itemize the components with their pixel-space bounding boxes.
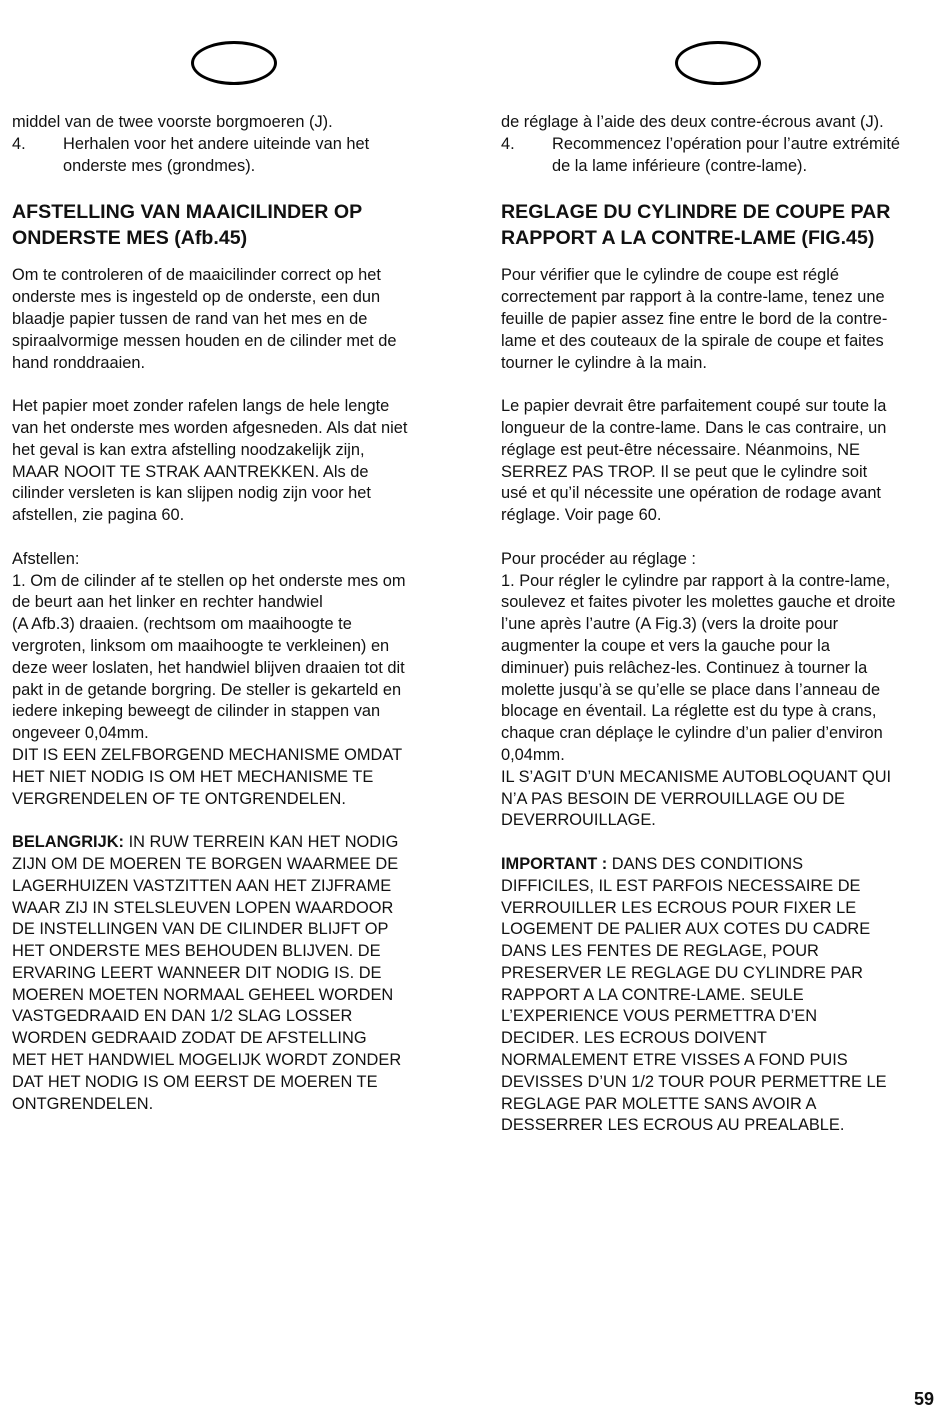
para3-line: molette jusqu’à se qu’elle se place dans l’anneau de: [501, 680, 881, 699]
para2-line: Het papier moet zonder rafelen langs de hele lengte: [12, 397, 390, 416]
para2-line: réglage. Voir page 60.: [501, 506, 662, 525]
dutch-column: [12, 112, 452, 1115]
important_rest-line: WORDEN GEDRAAID ZODAT DE AFSTELLING: [12, 1029, 367, 1048]
para3-line: vergroten, linksom om maaihoogte te verkleinen) en: [12, 636, 390, 655]
important-text: IN RUW TERREIN KAN HET NODIG: [124, 833, 399, 852]
spacer: [501, 527, 946, 549]
para1-line: hand ronddraaien.: [12, 353, 146, 372]
para1-line: Pour vérifier que le cylindre de coupe est réglé: [501, 266, 840, 285]
important_rest-line: REGLAGE PAR MOLETTE SANS AVOIR A: [501, 1094, 817, 1113]
important_rest-line: ERVARING LEERT WANNEER DIT NODIG IS. DE: [12, 963, 382, 982]
important_rest-line: VERROUILLER LES ECROUS POUR FIXER LE: [501, 898, 857, 917]
step-text: Herhalen voor het andere uiteinde van het: [63, 134, 370, 153]
para2-line: MAAR NOOIT TE STRAK AANTREKKEN. Als de: [12, 462, 369, 481]
spacer: [12, 527, 452, 549]
para3-line: deze weer loslaten, het handwiel blijven draaien tot dit: [12, 658, 405, 677]
heading-line: REGLAGE DU CYLINDRE DE COUPE PAR: [501, 201, 891, 224]
para2-line: cilinder versleten is kan slijpen nodig zijn voor het: [12, 484, 371, 503]
spacer: [501, 374, 946, 396]
important_rest-line: RAPPORT A LA CONTRE-LAME. SEULE: [501, 985, 804, 1004]
para3-line: diminuer) puis relâchez-les. Continuez à tourner la: [501, 658, 868, 677]
important_rest-line: DANS LES FENTES DE REGLAGE, POUR: [501, 942, 819, 961]
para3-line: augmenter la coupe et vers la gauche pour la: [501, 636, 830, 655]
para2-line: van het onderste mes worden afgesneden. Als dat niet: [12, 418, 408, 437]
language-badge-oval-left: [191, 41, 277, 85]
para1-line: feuille de papier assez fine entre le bord de la contre-: [501, 309, 888, 328]
important_rest-line: DIFFICILES, IL EST PARFOIS NECESSAIRE DE: [501, 876, 861, 895]
para1-line: spiraalvormige messen houden en de cilinder met de: [12, 331, 397, 350]
intro-line: middel van de twee voorste borgmoeren (J).: [12, 113, 333, 131]
section-heading: [501, 199, 946, 251]
section-heading: [12, 199, 452, 251]
important_rest-line: ZIJN OM DE MOEREN TE BORGEN WAARMEE DE: [12, 854, 399, 873]
spacer: [501, 832, 946, 854]
para3-line: pakt in de getande borgring. De steller is gekarteld en: [12, 680, 402, 699]
para1-line: tourner le cylindre à la main.: [501, 353, 707, 372]
intro-line: de réglage à l’aide des deux contre-écrous avant (J).: [501, 113, 884, 131]
step-text: Recommencez l’opération pour l’autre extrémité: [552, 134, 901, 153]
important_rest-line: HET ONDERSTE MES BEHOUDEN BLIJVEN. DE: [12, 942, 381, 961]
para3-line: IL S’AGIT D’UN MECANISME AUTOBLOQUANT QUI: [501, 767, 892, 786]
spacer: [12, 810, 452, 832]
para2-line: usé et qu’il nécessite une opération de rodage avant: [501, 484, 881, 503]
para3-line: blocage en éventail. La réglette est du type à crans,: [501, 702, 877, 721]
para3-line: DEVERROUILLAGE.: [501, 811, 656, 830]
spacer: [501, 251, 946, 265]
para3-line: HET NIET NODIG IS OM HET MECHANISME TE: [12, 767, 374, 786]
para3-line: l’une après l’autre (A Fig.3) (vers la droite pour: [501, 615, 839, 634]
step-number: 4.: [12, 134, 26, 153]
language-badge-oval-right: [675, 41, 761, 85]
para2-line: réglage est peut-être nécessaire. Néanmoins, NE: [501, 440, 860, 459]
para3-line: Afstellen:: [12, 549, 80, 568]
para3-line: VERGRENDELEN OF TE ONTGRENDELEN.: [12, 789, 346, 808]
para2-line: SERREZ PAS TROP. Il se peut que le cylindre soit: [501, 462, 868, 481]
para1-line: blaadje papier tussen de rand van het mes en de: [12, 309, 368, 328]
spacer: [12, 177, 452, 199]
important_rest-line: MET HET HANDWIEL MOGELIJK WORDT ZONDER: [12, 1051, 402, 1070]
para2-line: Le papier devrait être parfaitement coupé sur toute la: [501, 397, 887, 416]
important_rest-line: DEVISSES D’UN 1/2 TOUR POUR PERMETTRE LE: [501, 1072, 887, 1091]
important_rest-line: NORMALEMENT ETRE VISSES A FOND PUIS: [501, 1051, 848, 1070]
important_rest-line: LAGERHUIZEN VASTZITTEN AAN HET ZIJFRAME: [12, 876, 392, 895]
important_rest-line: MOEREN MOETEN NORMAAL GEHEEL WORDEN: [12, 985, 394, 1004]
para3-line: N’A PAS BESOIN DE VERROUILLAGE OU DE: [501, 789, 845, 808]
para1-line: lame et des couteaux de la spirale de coupe et faites: [501, 331, 884, 350]
important_rest-line: WAAR ZIJ IN STELSLEUVEN LOPEN WAARDOOR: [12, 898, 394, 917]
para2-line: afstellen, zie pagina 60.: [12, 506, 185, 525]
para3-line: Pour procéder au réglage :: [501, 549, 696, 568]
para2-line: het geval is kan extra afstelling noodzakelijk zijn,: [12, 440, 365, 459]
para3-line: 1. Om de cilinder af te stellen op het onderste mes om: [12, 571, 406, 590]
para1-line: onderste mes is ingesteld op de onderste, een dun: [12, 288, 381, 307]
important_rest-line: VASTGEDRAAID EN DAN 1/2 SLAG LOSSER: [12, 1007, 353, 1026]
step-text-continued: onderste mes (grondmes).: [63, 156, 256, 175]
heading-line: AFSTELLING VAN MAAICILINDER OP: [12, 201, 363, 224]
step-text-continued: de la lame inférieure (contre-lame).: [552, 156, 808, 175]
para3-line: chaque cran déplaçe le cylindre d’un palier d’environ: [501, 724, 883, 743]
para1-line: Om te controleren of de maaicilinder correct op het: [12, 266, 381, 285]
para3-line: 1. Pour régler le cylindre par rapport à la contre-lame,: [501, 571, 891, 590]
important_rest-line: DESSERRER LES ECROUS AU PREALABLE.: [501, 1116, 845, 1135]
para3-line: soulevez et faites pivoter les molettes gauche et droite: [501, 593, 896, 612]
para3-line: 0,04mm.: [501, 745, 565, 764]
spacer: [12, 374, 452, 396]
heading-line: ONDERSTE MES (Afb.45): [12, 227, 248, 250]
para3-line: ongeveer 0,04mm.: [12, 724, 149, 743]
step-number: 4.: [501, 134, 515, 153]
important_rest-line: LOGEMENT DE PALIER AUX COTES DU CADRE: [501, 920, 871, 939]
para1-line: correctement par rapport à la contre-lame, tenez une: [501, 288, 885, 307]
spacer: [12, 251, 452, 265]
important_rest-line: DAT HET NODIG IS OM EERST DE MOEREN TE: [12, 1072, 378, 1091]
para3-line: de beurt aan het linker en rechter handwiel: [12, 593, 323, 612]
important_rest-line: ONTGRENDELEN.: [12, 1094, 154, 1113]
french-column: [501, 112, 946, 1137]
important-label: IMPORTANT :: [501, 854, 608, 873]
important_rest-line: L’EXPERIENCE VOUS PERMETTRA D’EN: [501, 1007, 818, 1026]
important-first-line: [12, 832, 452, 854]
step-4: [501, 134, 946, 156]
important_rest-line: PRESERVER LE REGLAGE DU CYLINDRE PAR: [501, 963, 863, 982]
important_rest-line: DECIDER. LES ECROUS DOIVENT: [501, 1029, 767, 1048]
para3-line: (A Afb.3) draaien. (rechtsom om maaihoogte te: [12, 615, 352, 634]
para2-line: longueur de la contre-lame. Dans le cas contraire, un: [501, 418, 887, 437]
heading-line: RAPPORT A LA CONTRE-LAME (FIG.45): [501, 227, 875, 250]
important-text: DANS DES CONDITIONS: [607, 854, 804, 873]
para3-line: iedere inkeping beweegt de cilinder in stappen van: [12, 702, 381, 721]
page-number: 59: [914, 1389, 935, 1409]
spacer: [501, 177, 946, 199]
important-first-line: [501, 854, 946, 876]
important-label: BELANGRIJK:: [12, 833, 125, 852]
step-4: [12, 134, 452, 156]
important_rest-line: DE INSTELLINGEN VAN DE CILINDER BLIJFT OP: [12, 920, 389, 939]
para3-line: DIT IS EEN ZELFBORGEND MECHANISME OMDAT: [12, 745, 403, 764]
